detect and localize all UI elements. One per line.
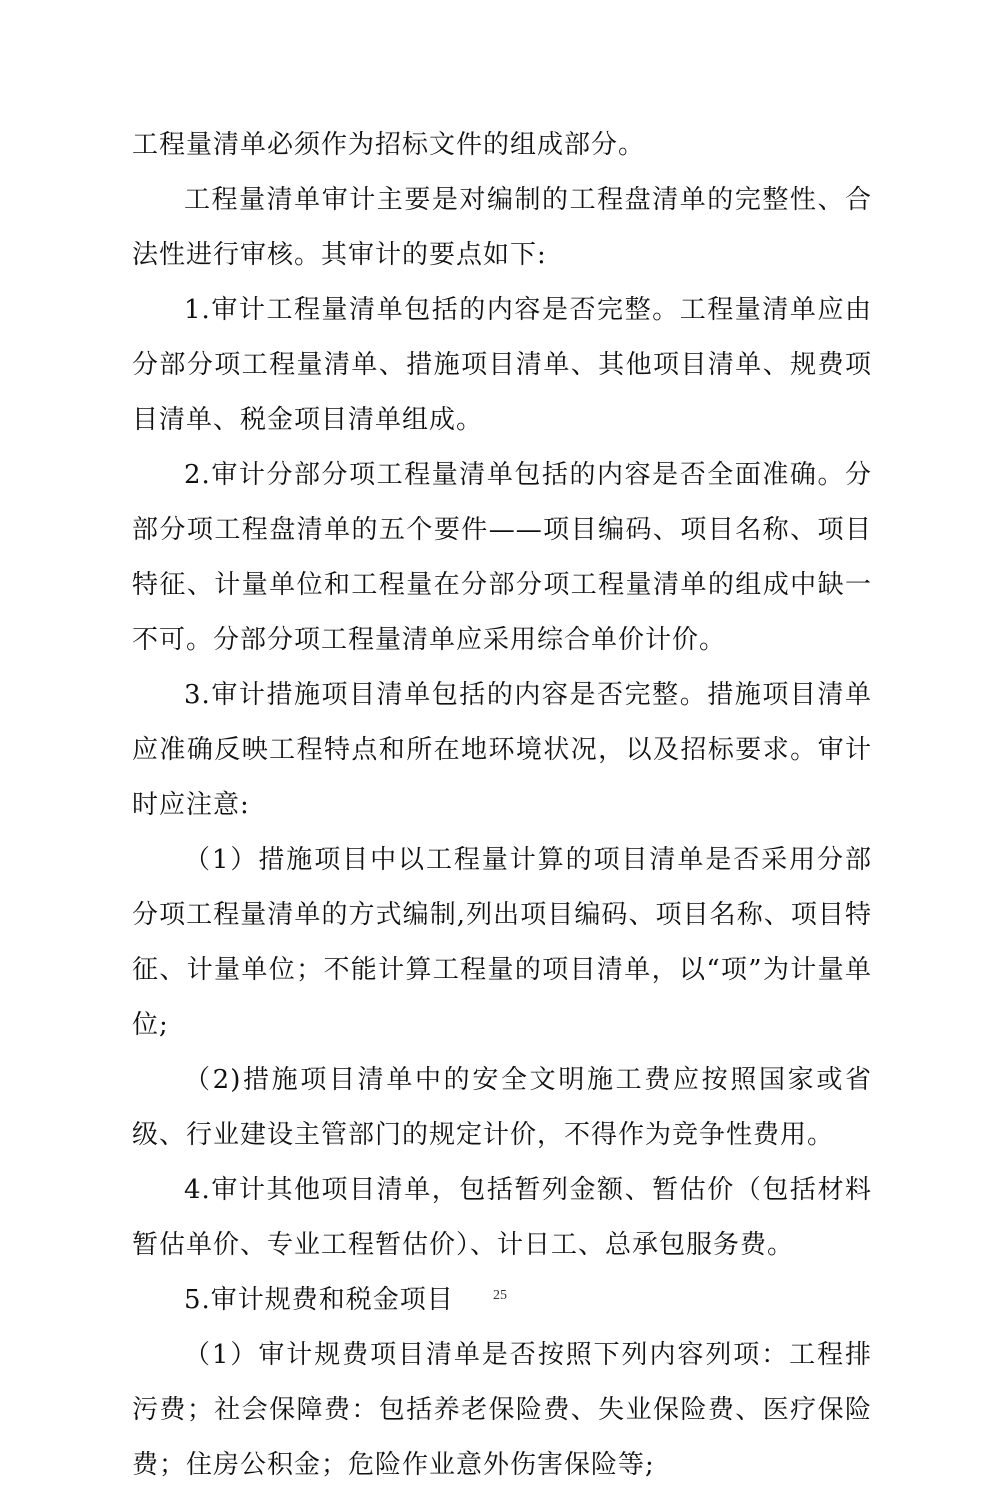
paragraph-9: （1）审计规费项目清单是否按照下列内容列项：工程排污费；社会保障费：包括养老保险费、失业保险费、医疗保险费；住房公积金；危险作业意外伤害保险等; xyxy=(132,1340,872,1480)
body-text xyxy=(132,118,872,1493)
paragraph-0: 工程量清单必须作为招标文件的组成部分。 xyxy=(132,130,646,160)
paragraph-2: 1.审计工程量清单包括的内容是否完整。工程量清单应由分部分项工程量清单、措施项目清单、其他项目清单、规费项目清单、税金项目清单组成。 xyxy=(132,295,872,435)
paragraph-7: 4.审计其他项目清单，包括暂列金额、暂估价（包括材料暂估单价、专业工程暂估价）、计日工、总承包服务费。 xyxy=(132,1175,872,1260)
paragraph-6: （2)措施项目清单中的安全文明施工费应按照国家或省级、行业建设主管部门的规定计价，不得作为竞争性费用。 xyxy=(132,1065,872,1150)
paragraph-5: （1）措施项目中以工程量计算的项目清单是否采用分部分项工程量清单的方式编制,列出项目编码、项目名称、项目特征、计量单位；不能计算工程量的项目清单，以“项”为计量单位; xyxy=(132,845,872,1040)
paragraph-4: 3.审计措施项目清单包括的内容是否完整。措施项目清单应准确反映工程特点和所在地环境状况，以及招标要求。审计时应注意: xyxy=(132,680,872,820)
paragraph-1: 工程量清单审计主要是对编制的工程盘清单的完整性、合法性进行审核。其审计的要点如下: xyxy=(132,185,872,270)
paragraph-3: 2.审计分部分项工程量清单包括的内容是否全面准确。分部分项工程盘清单的五个要件——项目编码、项目名称、项目特征、计量单位和工程量在分部分项工程量清单的组成中缺一不可。分部分项工程量清单应采用综合单价计价。 xyxy=(132,460,872,655)
paragraph-8: 5.审计规费和税金项目 xyxy=(184,1285,454,1315)
page-number: 25 xyxy=(493,1288,507,1303)
